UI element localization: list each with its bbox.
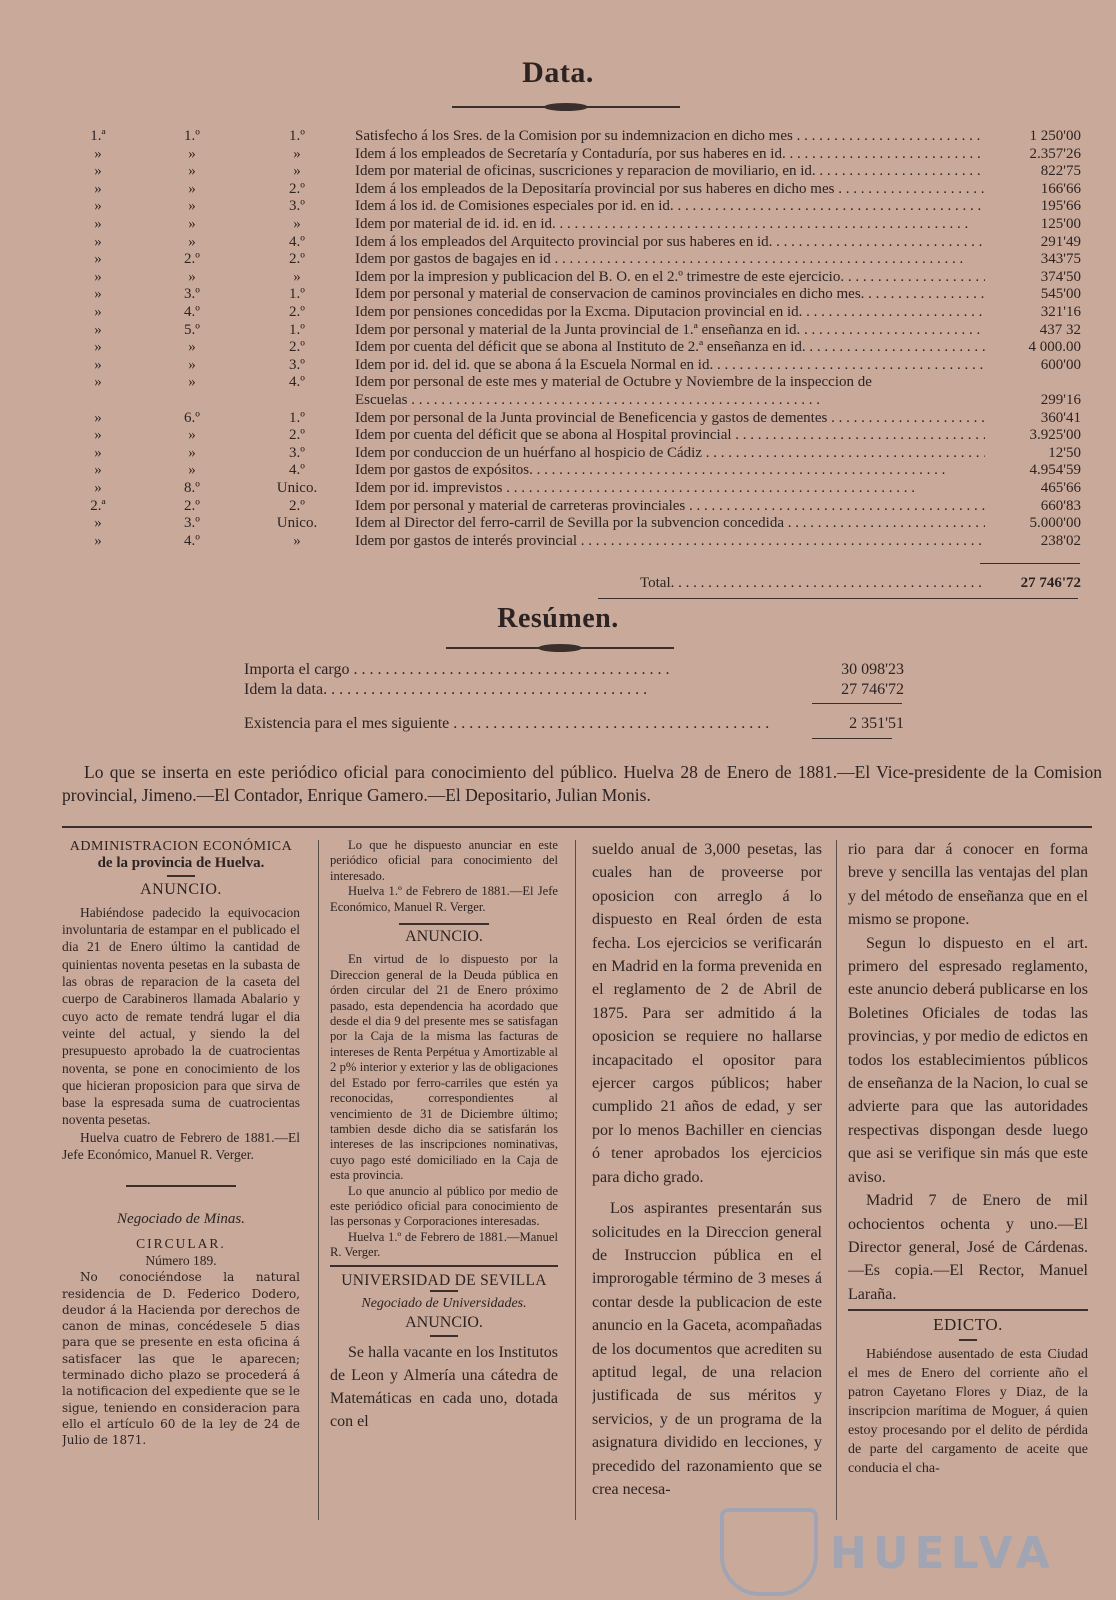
col-articulo: » [188,268,196,285]
data-label: Idem la data. . . . [244,679,804,701]
col-description: Idem á los empleados de Secretaría y Contaduría, por sus haberes en id. . . . [355,145,995,163]
circular-text: No conociéndose la natural residencia de D. Federico Dodero, deudor á la Hacienda por derechos de canon de minas, concédesele 5 dias para que se presente en esta oficina á satisfacer las que le aparecen; terminado dicho plazo se procederá á la notificacion del expediente que se le sigue, teniendo en consideracion para ello el artículo 60 de la ley de 24 de Julio de 1871. [62,1270,300,1448]
total-amount: 27 746'72 [985,574,1081,592]
data-row [0,180,1116,198]
col-amount: 1 250'00 [985,127,1081,145]
negociado-heading: Negociado de Universidades. [361,1295,527,1311]
col-concepto: 1.º [289,409,305,426]
col-capitulo: » [94,532,102,549]
col-capitulo: 1.ª [90,128,106,144]
col-concepto: 2.º [289,427,305,444]
col-capitulo: » [94,462,102,479]
circular-number: Número 189. [145,1252,217,1268]
col-amount: 822'75 [985,162,1081,180]
data-row [0,479,1116,497]
col-capitulo: » [94,216,102,232]
summary-title: Resúmen. [497,603,619,634]
total-bottom-rule [598,598,1078,599]
col2-anuncio-signature: Huelva 1.º de Febrero de 1881.—Manuel R. Verger. [330,1229,558,1260]
col2-anuncio2-heading: ANUNCIO. [405,1314,483,1332]
col-capitulo: » [94,515,102,532]
total-rule [980,563,1080,564]
dash-ornament-2 [430,1290,458,1292]
summary-bottom-rule [812,738,892,739]
summary-balance-row [244,713,904,735]
col-description: Idem por personal y material de la Junta provincial de 1.ª enseñanza en id. . . . [355,321,995,339]
data-title: Data. [522,56,594,89]
col2-top-signature: Huelva 1.º de Febrero de 1881.—El Jefe Económico, Manuel R. Verger. [330,884,558,914]
watermark-text: HUELVA [830,1528,1056,1579]
col-description: Idem por gastos de interés provincial . . . [355,532,995,550]
col-concepto: 3.º [289,444,305,461]
col-amount: 465'66 [985,479,1081,497]
col-articulo: 5.º [184,321,200,338]
col2-anuncio-text: En virtud de lo dispuesto por la Direccion general de la Deuda pública en órden circular del 21 de Enero próximo pasado, esta dependencia ha acordado que desde el dia 9 del presente mes se satisfagan por la Caja de la misma las facturas de intereses de Renta Perpétua y Amortizable al 2 p% interior y exterior y las de obligaciones del Estado por ferro-carriles que estén ya reconocidas, correspondientes al vencimiento de 31 de Diciembre último; tambien desde dicho dia se satisfarán los intereses de las inscripciones nominativas, cuyo pago esté domiciliado en la Caja de esta provincia. [330,952,558,1183]
col-capitulo: » [94,145,102,162]
cargo-value: 30 098'23 [804,659,904,681]
col-articulo: » [188,180,196,197]
col-amount: 321'16 [985,303,1081,321]
ornament-divider [126,1185,236,1187]
data-row [0,391,1116,409]
col-description: Idem por cuenta del déficit que se abona al Instituto de 2.ª enseñanza en id. . . . [355,338,995,356]
column-1 [62,838,300,1590]
col-amount: 437 32 [985,321,1081,339]
data-row [0,197,1116,215]
col-capitulo: » [94,480,102,496]
summary-ornament [446,647,674,649]
col-articulo: 4.º [184,532,200,549]
data-row [0,268,1116,286]
col-capitulo: » [94,286,102,303]
col-concepto: 4.º [289,374,305,391]
column-separator-2 [575,840,576,1520]
column-separator-1 [318,840,319,1520]
col4-paragraph-2: Segun lo dispuesto en el art. primero del espresado reglamento, este anuncio deberá publicarse en los Boletines Oficiales de todas las provincias, y por medio de edictos en todos los establecimientos públicos de enseñanza de la Nacion, lo cual se advierte para que las autoridades respectivas dispongan desde luego que asi se verifique sin más que este aviso. [848,934,1088,1186]
balance-label: Existencia para el mes siguiente . . . [244,713,804,735]
col-concepto: 2.º [289,497,305,514]
col-description: Idem por gastos de expósitos. . . . [355,461,995,479]
dash-ornament-3 [430,1335,458,1337]
col-concepto: 2.º [289,304,305,320]
univ-text: Se halla vacante en los Institutos de Leon y Almería una cátedra de Matemáticas en cada uno, dotada con el [330,1343,558,1430]
data-value: 27 746'72 [804,679,904,701]
col-capitulo: » [94,356,102,373]
col-concepto: 1.º [289,128,305,144]
col-articulo: 4.º [184,304,200,320]
col-amount: 600'00 [985,356,1081,374]
data-row [0,162,1116,180]
col-capitulo: » [94,321,102,338]
column-3 [592,838,822,1590]
col-capitulo: » [94,339,102,356]
column-separator-3 [836,840,837,1520]
col-description: Idem por material de oficinas, suscriciones y reparacion de moviliario, en id. . . . [355,162,995,180]
shield-icon [720,1508,818,1596]
data-row [0,338,1116,356]
col-articulo: » [188,339,196,356]
col-amount: 660'83 [985,497,1081,515]
col4-paragraph-1: rio para dar á conocer en forma breve y sencilla las ventajas del plan y del método de enseñanza que en el mismo se propone. [848,841,1088,929]
col-description: Idem por material de id. id. en id. . . . [355,215,995,233]
dash-ornament-4 [959,1339,977,1341]
data-row [0,514,1116,532]
col-description: Idem por conduccion de un huérfano al hospicio de Cádiz . . . [355,444,995,462]
col-description: Idem por la impresion y publicacion del B. O. en el 2.º trimestre de este ejercicio. . . . [355,268,995,286]
section-divider [62,826,1092,828]
col-description: Idem por id. del id. que se abona á la Escuela Normal en id. . . . [355,356,995,374]
col-description: Idem por gastos de bagajes en id . . . [355,250,995,268]
col3-paragraph-2: Los aspirantes presentarán sus solicitudes en la Direccion general de Instruccion pública en el improrogable término de 3 meses á contar desde la publicacion de este anuncio en la Gaceta, acompañadas de los documentos que acrediten su aptitud legal, de una relacion justificada de sus méritos y servicios, y de un programa de la asignatura dividido en lecciones, y precedido del razonamiento que se crea necesa- [592,1200,822,1498]
anuncio-signature: Huelva cuatro de Febrero de 1881.—El Jefe Económico, Manuel R. Verger. [62,1129,300,1163]
col-capitulo: » [94,444,102,461]
col-amount: 166'66 [985,180,1081,198]
col3-paragraph-1: sueldo anual de 3,000 pesetas, las cuales han de proveerse por oposicion con arreglo á lo dispuesto en Real órden de esta fecha. Los ejercicios se verificarán en Madrid en la forma prevenida en el reglamento de 2 de Abril de 1875. Para ser admitido á la oposicion se requiere no hallarse incapacitado el opositor para ejercer cargos públicos; haber cumplido 21 años de edad, y ser por lo menos Bachiller en ciencias ó tener aprobados los ejercicios para dicho grado. [592,841,822,1186]
data-row [0,461,1116,479]
col-articulo: » [188,216,196,232]
col-amount: 4.954'59 [985,461,1081,479]
data-row [0,444,1116,462]
data-row [0,532,1116,550]
edicto-rule [848,1309,1088,1311]
huelva-watermark [720,1500,1056,1590]
col-amount: 2.357'26 [985,145,1081,163]
col-articulo: » [188,198,196,215]
balance-value: 2 351'51 [804,713,904,735]
col-amount: 238'02 [985,532,1081,550]
col2-top-text: Lo que he dispuesto anunciar en este periódico oficial para conocimiento del interesado. [330,838,558,883]
col-description: Idem por personal de este mes y material de Octubre y Noviembre de la inspeccion de [355,374,872,391]
col-articulo: 6.º [184,409,200,426]
col-articulo: » [188,374,196,391]
col-concepto: 2.º [289,180,305,197]
col-amount: 5.000'00 [985,514,1081,532]
ornament-divider-2 [399,923,489,925]
data-row [0,250,1116,268]
circular-heading: CIRCULAR. [136,1235,226,1251]
data-row [0,497,1116,515]
col-description: Idem á los id. de Comisiones especiales por id. en id. . . . [355,197,995,215]
col-amount: 299'16 [985,391,1081,409]
total-row [0,574,1116,592]
col-capitulo: » [94,251,102,268]
col-description: Idem por pensiones concedidas por la Excma. Diputacion provincial en id. . . . [355,303,995,321]
admin-heading: ADMINISTRACION ECONÓMICA [69,839,293,854]
col-articulo: » [188,427,196,444]
closing-paragraph: Lo que se inserta en este periódico oficial para conocimiento del público. Huelva 28 de Enero de 1881.—El Vice-presidente de la Comision provincial, Jimeno.—El Contador, Enrique Gamero.—El Depositario, Julian Monis. [62,762,1102,805]
col-concepto: 4.º [289,233,305,250]
col-description: Idem al Director del ferro-carril de Sevilla por la subvencion concedida . . . [355,514,995,532]
col-articulo: 3.º [184,286,200,303]
col-description: Idem por personal de la Junta provincial de Beneficencia y gastos de dementes . . . [355,409,995,427]
col2-anuncio-heading: ANUNCIO. [405,928,483,946]
data-row [0,409,1116,427]
col-description: Idem por cuenta del déficit que se abona al Hospital provincial . . . [355,426,995,444]
edicto-heading: EDICTO. [933,1315,1003,1335]
col-concepto: 2.º [289,251,305,268]
dash-ornament [167,875,195,877]
col-articulo: » [188,444,196,461]
anuncio-text: Habiéndose padecido la equivocacion involuntaria de estampar en el publicado el dia 21 de Enero último la cantidad de quinientas noventa pesetas en la subasta de las obras de reparacion de la caseta del cuerpo de Carabineros llamada Abalario y cuyo acto de remate tendrá lugar el dia veinte del actual, y siendo la del presupuesto aprobado la de cuatrocientas noventa, se pone en conocimiento de los que hicieran proposicion para que sirva de base la espresada suma de cuatrocientas noventa pesetas. [62,904,300,1128]
data-row [0,285,1116,303]
col-capitulo: » [94,163,102,180]
col-capitulo: » [94,427,102,444]
col-concepto: » [293,163,301,180]
col-articulo: 2.º [184,251,200,268]
col-concepto: 3.º [289,356,305,373]
col-amount: 360'41 [985,409,1081,427]
col-amount: 4 000.00 [985,338,1081,356]
anuncio-heading: ANUNCIO. [140,880,222,898]
col-description: Idem por personal y material de carreteras provinciales . . . [355,497,995,515]
col-description: Satisfecho á los Sres. de la Comision por su indemnizacion en dicho mes . . . [355,127,995,145]
col-description: Idem á los empleados de la Depositaría provincial por sus haberes en dicho mes . . . [355,180,995,198]
col-articulo: » [188,233,196,250]
col-capitulo: » [94,304,102,320]
col-concepto: 4.º [289,462,305,479]
col-amount: 343'75 [985,250,1081,268]
data-row [0,426,1116,444]
cargo-label: Importa el cargo . . . [244,659,804,681]
data-row [0,373,1116,391]
data-row [0,215,1116,233]
col-articulo: » [188,462,196,479]
col-description: Idem á los empleados del Arquitecto provincial por sus haberes en id. . . . [355,233,995,251]
summary-data-row [244,679,904,701]
col-concepto: » [293,216,301,232]
col-amount: 125'00 [985,215,1081,233]
edicto-text: Habiéndose ausentado de esta Ciudad el mes de Enero del corriente año el patron Cayetano Flores y Diaz, de la inscripcion marítima de Moguer, á quien estoy procesando por el delito de pérdida de parte del cargamento de aceite que conducia el cha- [848,1346,1088,1476]
col-articulo: 3.º [184,515,200,532]
data-row [0,356,1116,374]
data-row [0,303,1116,321]
col4-paragraph-3: Madrid 7 de Enero de mil ochocientos ochenta y uno.—El Director general, José de Cárdenas.—Es copia.—El Rector, Manuel Laraña. [848,1192,1088,1303]
col-amount: 291'49 [985,233,1081,251]
col-concepto: 3.º [289,198,305,215]
summary-cargo-row [244,659,904,681]
col-description: Idem por personal y material de conservacion de caminos provinciales en dicho mes. . . . [355,285,995,303]
data-row [0,127,1116,145]
data-row [0,233,1116,251]
minas-heading: Negociado de Minas. [117,1211,245,1228]
data-row [0,145,1116,163]
col-concepto: 1.º [289,321,305,338]
col-concepto: Unico. [276,515,318,532]
col-articulo: » [188,356,196,373]
col-capitulo: » [94,409,102,426]
col-concepto: Unico. [276,480,318,496]
province-heading: de la provincia de Huelva. [97,855,265,872]
col-capitulo: 2.ª [90,497,106,514]
col-concepto: » [293,145,301,162]
col-articulo: » [188,163,196,180]
col-articulo: 8.º [184,480,200,496]
column-2 [330,838,558,1590]
col-articulo: » [188,145,196,162]
univ-rule [330,1265,558,1267]
summary-rule [812,703,902,704]
col-articulo: 2.º [184,497,200,514]
col-concepto: » [293,268,301,285]
col-concepto: » [293,532,301,549]
col-concepto: 1.º [289,286,305,303]
col-concepto: 2.º [289,339,305,356]
col-capitulo: » [94,180,102,197]
university-heading: UNIVERSIDAD DE SEVILLA [341,1271,547,1289]
col-capitulo: » [94,268,102,285]
col-amount: 374'50 [985,268,1081,286]
col-capitulo: » [94,233,102,250]
data-row [0,321,1116,339]
col-articulo: 1.º [184,128,200,144]
col-description: Escuelas . . . [355,391,995,409]
col-capitulo: » [94,198,102,215]
column-4 [848,838,1088,1590]
col-amount: 195'66 [985,197,1081,215]
col2-anuncio-text-2: Lo que anuncio al público por medio de este periódico oficial para conocimiento de las personas y Corporaciones interesadas. [330,1183,558,1229]
total-label: Total. . . . [640,574,990,592]
col-amount: 3.925'00 [985,426,1081,444]
col-amount: 545'00 [985,285,1081,303]
col-amount: 12'50 [985,444,1081,462]
col-description: Idem por id. imprevistos . . . [355,479,995,497]
title-ornament [452,106,680,108]
col-capitulo: » [94,374,102,391]
